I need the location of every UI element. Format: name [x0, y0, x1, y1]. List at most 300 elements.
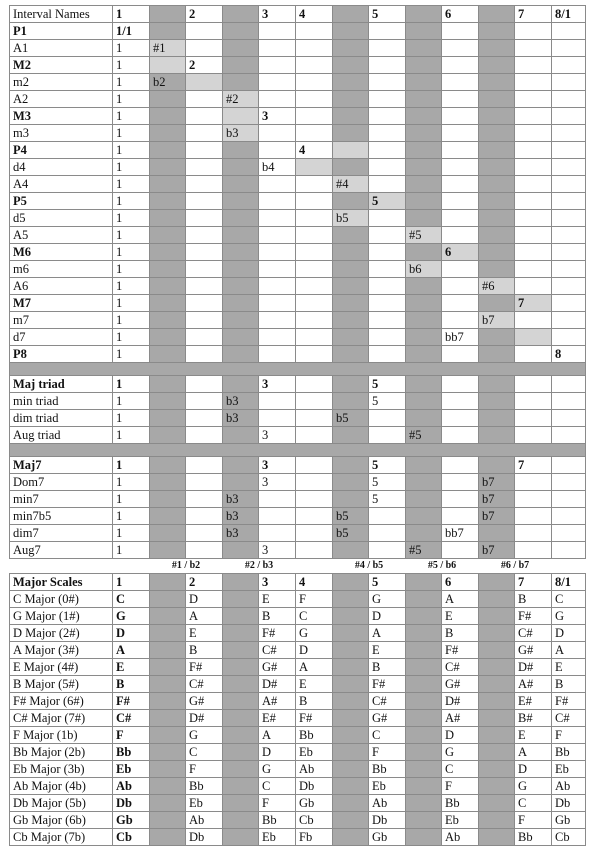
interval-cell: 1 — [113, 40, 150, 57]
grey-spacer — [223, 642, 259, 659]
grey-spacer — [333, 727, 369, 744]
scale-note: F — [259, 795, 296, 812]
interval-cell — [259, 176, 296, 193]
grey-spacer — [479, 744, 515, 761]
interval-cell — [369, 244, 406, 261]
interval-cell — [369, 176, 406, 193]
interval-cell — [186, 210, 223, 227]
interval-cell — [515, 227, 552, 244]
interval-cell — [223, 295, 259, 312]
interval-cell — [150, 159, 186, 176]
interval-row — [10, 159, 586, 176]
cell — [223, 427, 259, 444]
interval-cell — [186, 329, 223, 346]
interval-name: P1 — [10, 23, 113, 40]
scale-note: F — [369, 744, 406, 761]
scales-header-row — [10, 574, 586, 591]
interval-cell — [406, 23, 442, 40]
cell — [442, 393, 479, 410]
grey-spacer — [479, 625, 515, 642]
interval-cell — [406, 210, 442, 227]
interval-cell — [479, 210, 515, 227]
scale-note: F — [515, 812, 552, 829]
scale-note: Bb — [296, 727, 333, 744]
scale-note: A — [515, 744, 552, 761]
enharmonic-label: #5 / b6 — [406, 559, 479, 574]
interval-cell — [515, 74, 552, 91]
interval-cell: 1/1 — [113, 23, 150, 40]
grey-spacer — [333, 829, 369, 846]
interval-cell — [406, 125, 442, 142]
interval-cell — [479, 244, 515, 261]
cell — [186, 393, 223, 410]
sevenths-row — [10, 491, 586, 508]
interval-cell — [552, 261, 586, 278]
cell — [223, 474, 259, 491]
grey-spacer — [333, 744, 369, 761]
cell — [150, 542, 186, 559]
grey-spacer — [223, 829, 259, 846]
grey-spacer — [479, 608, 515, 625]
interval-cell — [369, 57, 406, 74]
interval-cell — [515, 125, 552, 142]
interval-cell — [479, 329, 515, 346]
interval-cell: 1 — [113, 91, 150, 108]
scale-note: Eb — [113, 761, 150, 778]
header-cell — [333, 6, 369, 23]
cell — [479, 376, 515, 393]
cell: b3 — [223, 410, 259, 427]
interval-cell — [259, 261, 296, 278]
scale-note: Gb — [113, 812, 150, 829]
divider-bar — [10, 363, 586, 376]
interval-cell — [479, 74, 515, 91]
interval-cell — [479, 125, 515, 142]
grey-spacer — [406, 693, 442, 710]
cell: 1 — [113, 457, 150, 474]
interval-row — [10, 23, 586, 40]
cell — [333, 457, 369, 474]
interval-cell — [259, 227, 296, 244]
scale-note: Db — [186, 829, 223, 846]
scale-note: D — [259, 744, 296, 761]
grey-spacer — [333, 625, 369, 642]
cell — [333, 542, 369, 559]
grey-spacer — [223, 812, 259, 829]
scale-note: B — [515, 591, 552, 608]
grey-spacer — [333, 795, 369, 812]
scale-note: D — [552, 625, 586, 642]
scale-note: C# — [186, 676, 223, 693]
cell: b7 — [479, 542, 515, 559]
grey-spacer — [333, 608, 369, 625]
grey-spacer — [333, 591, 369, 608]
scale-name: F Major (1b) — [10, 727, 113, 744]
header-cell: 6 — [442, 574, 479, 591]
scale-note: F — [442, 778, 479, 795]
interval-cell — [223, 346, 259, 363]
interval-cell — [515, 193, 552, 210]
cell — [369, 508, 406, 525]
grey-spacer — [150, 625, 186, 642]
grey-spacer — [406, 676, 442, 693]
interval-cell — [442, 278, 479, 295]
interval-cell: b7 — [479, 312, 515, 329]
scale-note: A — [552, 642, 586, 659]
cell: 3 — [259, 457, 296, 474]
grey-spacer — [479, 795, 515, 812]
interval-cell — [442, 312, 479, 329]
cell: 5 — [369, 474, 406, 491]
header-cell: 7 — [515, 574, 552, 591]
scale-note: E — [515, 727, 552, 744]
cell: 1 — [113, 525, 150, 542]
cell — [296, 427, 333, 444]
interval-cell — [369, 159, 406, 176]
interval-cell — [442, 125, 479, 142]
interval-name: A1 — [10, 40, 113, 57]
grey-spacer — [406, 642, 442, 659]
grey-spacer — [406, 591, 442, 608]
scale-note: Bb — [259, 812, 296, 829]
row-label: Aug7 — [10, 542, 113, 559]
cell — [333, 491, 369, 508]
scale-note: Ab — [369, 795, 406, 812]
blank-cell — [10, 559, 113, 574]
cell — [150, 376, 186, 393]
interval-name: A2 — [10, 91, 113, 108]
interval-cell — [552, 142, 586, 159]
interval-cell — [333, 57, 369, 74]
grey-spacer — [150, 795, 186, 812]
interval-cell — [150, 193, 186, 210]
cell — [186, 410, 223, 427]
interval-cell — [333, 295, 369, 312]
cell — [150, 410, 186, 427]
interval-cell — [515, 159, 552, 176]
row-label: Aug triad — [10, 427, 113, 444]
interval-cell — [333, 312, 369, 329]
grey-spacer — [223, 608, 259, 625]
row-title: Interval Names — [10, 6, 113, 23]
cell — [406, 376, 442, 393]
scale-note: F# — [259, 625, 296, 642]
cell — [515, 542, 552, 559]
grey-spacer — [333, 642, 369, 659]
interval-cell — [369, 227, 406, 244]
section-divider — [10, 444, 586, 457]
grey-spacer — [333, 693, 369, 710]
cell — [296, 525, 333, 542]
scale-note: B — [186, 642, 223, 659]
header-cell: 1 — [113, 6, 150, 23]
header-cell — [406, 574, 442, 591]
cell: 1 — [113, 474, 150, 491]
cell — [186, 474, 223, 491]
cell — [369, 542, 406, 559]
interval-name: m6 — [10, 261, 113, 278]
interval-cell: b2 — [150, 74, 186, 91]
interval-cell — [333, 244, 369, 261]
cell — [406, 410, 442, 427]
cell — [406, 508, 442, 525]
cell — [333, 376, 369, 393]
scale-name: C Major (0#) — [10, 591, 113, 608]
cell: 1 — [113, 542, 150, 559]
interval-cell — [369, 142, 406, 159]
interval-cell — [223, 159, 259, 176]
cell — [186, 525, 223, 542]
interval-cell — [552, 125, 586, 142]
scale-note: E — [259, 591, 296, 608]
interval-row — [10, 57, 586, 74]
interval-name: A6 — [10, 278, 113, 295]
interval-cell — [186, 176, 223, 193]
interval-name: d7 — [10, 329, 113, 346]
cell — [223, 376, 259, 393]
interval-cell — [406, 176, 442, 193]
grey-spacer — [479, 659, 515, 676]
header-cell — [223, 574, 259, 591]
scale-note: Db — [552, 795, 586, 812]
interval-row — [10, 312, 586, 329]
interval-cell — [369, 108, 406, 125]
grey-spacer — [406, 625, 442, 642]
interval-cell — [442, 261, 479, 278]
scale-note: E# — [515, 693, 552, 710]
interval-cell — [442, 23, 479, 40]
divider-bar — [10, 444, 586, 457]
grey-spacer — [333, 761, 369, 778]
scale-note: G — [186, 727, 223, 744]
interval-cell — [552, 227, 586, 244]
interval-cell — [369, 40, 406, 57]
scale-note: A — [442, 591, 479, 608]
interval-cell — [515, 91, 552, 108]
scale-note: Bb — [515, 829, 552, 846]
scale-note: Cb — [113, 829, 150, 846]
interval-cell — [150, 142, 186, 159]
interval-cell — [552, 312, 586, 329]
scale-row — [10, 693, 586, 710]
cell: 1 — [113, 491, 150, 508]
interval-cell: 1 — [113, 329, 150, 346]
grey-spacer — [479, 642, 515, 659]
scale-name: D Major (2#) — [10, 625, 113, 642]
interval-cell: 1 — [113, 125, 150, 142]
header-cell — [406, 6, 442, 23]
cell — [552, 525, 586, 542]
cell — [552, 491, 586, 508]
scale-note: A# — [515, 676, 552, 693]
header-cell: 8/1 — [552, 574, 586, 591]
cell: #5 — [406, 542, 442, 559]
cell — [296, 542, 333, 559]
scale-note: G# — [515, 642, 552, 659]
interval-cell: 1 — [113, 312, 150, 329]
interval-cell — [552, 176, 586, 193]
interval-cell — [223, 227, 259, 244]
scale-note: Eb — [369, 778, 406, 795]
grey-spacer — [406, 659, 442, 676]
sevenths-row — [10, 525, 586, 542]
cell: b5 — [333, 525, 369, 542]
interval-cell — [369, 23, 406, 40]
grey-spacer — [223, 795, 259, 812]
interval-cell — [442, 40, 479, 57]
grey-spacer — [479, 761, 515, 778]
header-cell — [150, 574, 186, 591]
interval-cell — [406, 295, 442, 312]
scale-note: C — [259, 778, 296, 795]
grey-spacer — [333, 778, 369, 795]
scale-note: F# — [442, 642, 479, 659]
interval-name: m2 — [10, 74, 113, 91]
header-cell — [479, 6, 515, 23]
cell — [333, 427, 369, 444]
grey-spacer — [479, 829, 515, 846]
cell: 3 — [259, 542, 296, 559]
interval-cell — [150, 227, 186, 244]
cell — [333, 474, 369, 491]
grey-spacer — [223, 693, 259, 710]
scale-note: G — [552, 608, 586, 625]
interval-cell — [369, 312, 406, 329]
scale-name: Db Major (5b) — [10, 795, 113, 812]
interval-cell — [442, 74, 479, 91]
interval-cell — [479, 91, 515, 108]
interval-chart — [9, 5, 586, 846]
scale-note: F — [186, 761, 223, 778]
scale-note: Cb — [296, 812, 333, 829]
interval-cell: b4 — [259, 159, 296, 176]
interval-cell — [186, 312, 223, 329]
grey-spacer — [479, 778, 515, 795]
interval-cell — [406, 142, 442, 159]
interval-cell — [479, 159, 515, 176]
grey-spacer — [150, 778, 186, 795]
interval-row — [10, 278, 586, 295]
interval-cell — [150, 261, 186, 278]
interval-cell — [259, 278, 296, 295]
cell — [552, 457, 586, 474]
interval-cell — [406, 312, 442, 329]
scale-note: C# — [515, 625, 552, 642]
grey-spacer — [150, 744, 186, 761]
row-label: Maj7 — [10, 457, 113, 474]
interval-name: P4 — [10, 142, 113, 159]
interval-cell: #5 — [406, 227, 442, 244]
triads-row — [10, 410, 586, 427]
scale-note: Bb — [552, 744, 586, 761]
interval-cell: 1 — [113, 295, 150, 312]
scale-row — [10, 608, 586, 625]
scale-row — [10, 795, 586, 812]
grey-spacer — [223, 710, 259, 727]
interval-cell — [223, 312, 259, 329]
grey-spacer — [479, 710, 515, 727]
interval-cell — [296, 159, 333, 176]
grey-spacer — [479, 727, 515, 744]
header-cell: 5 — [369, 574, 406, 591]
cell — [186, 376, 223, 393]
interval-cell — [259, 125, 296, 142]
scale-note: Ab — [113, 778, 150, 795]
interval-row — [10, 142, 586, 159]
scale-note: D# — [259, 676, 296, 693]
cell — [552, 393, 586, 410]
cell — [406, 393, 442, 410]
scale-note: B — [113, 676, 150, 693]
interval-cell — [186, 227, 223, 244]
interval-cell: 7 — [515, 295, 552, 312]
cell — [442, 491, 479, 508]
interval-cell — [296, 91, 333, 108]
interval-cell — [552, 57, 586, 74]
interval-cell — [552, 108, 586, 125]
enharmonic-label — [296, 559, 333, 574]
interval-cell — [186, 142, 223, 159]
triads-row — [10, 393, 586, 410]
interval-row — [10, 176, 586, 193]
cell — [406, 457, 442, 474]
grey-spacer — [223, 591, 259, 608]
grey-spacer — [333, 812, 369, 829]
scale-row — [10, 812, 586, 829]
scale-row — [10, 710, 586, 727]
interval-cell — [552, 23, 586, 40]
interval-cell: 1 — [113, 244, 150, 261]
interval-cell — [150, 295, 186, 312]
scale-note: G — [369, 591, 406, 608]
scale-row — [10, 676, 586, 693]
interval-cell — [296, 108, 333, 125]
interval-cell — [552, 295, 586, 312]
interval-cell — [442, 193, 479, 210]
cell — [150, 457, 186, 474]
interval-cell: bb7 — [442, 329, 479, 346]
interval-cell: 8 — [552, 346, 586, 363]
interval-cell — [552, 278, 586, 295]
interval-cell: 1 — [113, 74, 150, 91]
cell — [515, 393, 552, 410]
scale-row — [10, 778, 586, 795]
interval-cell — [296, 210, 333, 227]
row-label: min triad — [10, 393, 113, 410]
interval-name: m3 — [10, 125, 113, 142]
cell — [369, 525, 406, 542]
interval-cell — [333, 227, 369, 244]
scale-note: Ab — [442, 829, 479, 846]
interval-cell — [333, 23, 369, 40]
interval-cell — [223, 261, 259, 278]
interval-cell — [223, 108, 259, 125]
interval-cell — [369, 329, 406, 346]
interval-cell — [259, 142, 296, 159]
interval-cell — [186, 159, 223, 176]
cell — [442, 508, 479, 525]
scale-note: G# — [369, 710, 406, 727]
grey-spacer — [223, 659, 259, 676]
interval-cell — [369, 91, 406, 108]
scale-note: Bb — [186, 778, 223, 795]
interval-cell — [186, 244, 223, 261]
grey-spacer — [223, 625, 259, 642]
grey-spacer — [479, 812, 515, 829]
cell: 5 — [369, 491, 406, 508]
interval-name: P5 — [10, 193, 113, 210]
scale-note: G — [296, 625, 333, 642]
